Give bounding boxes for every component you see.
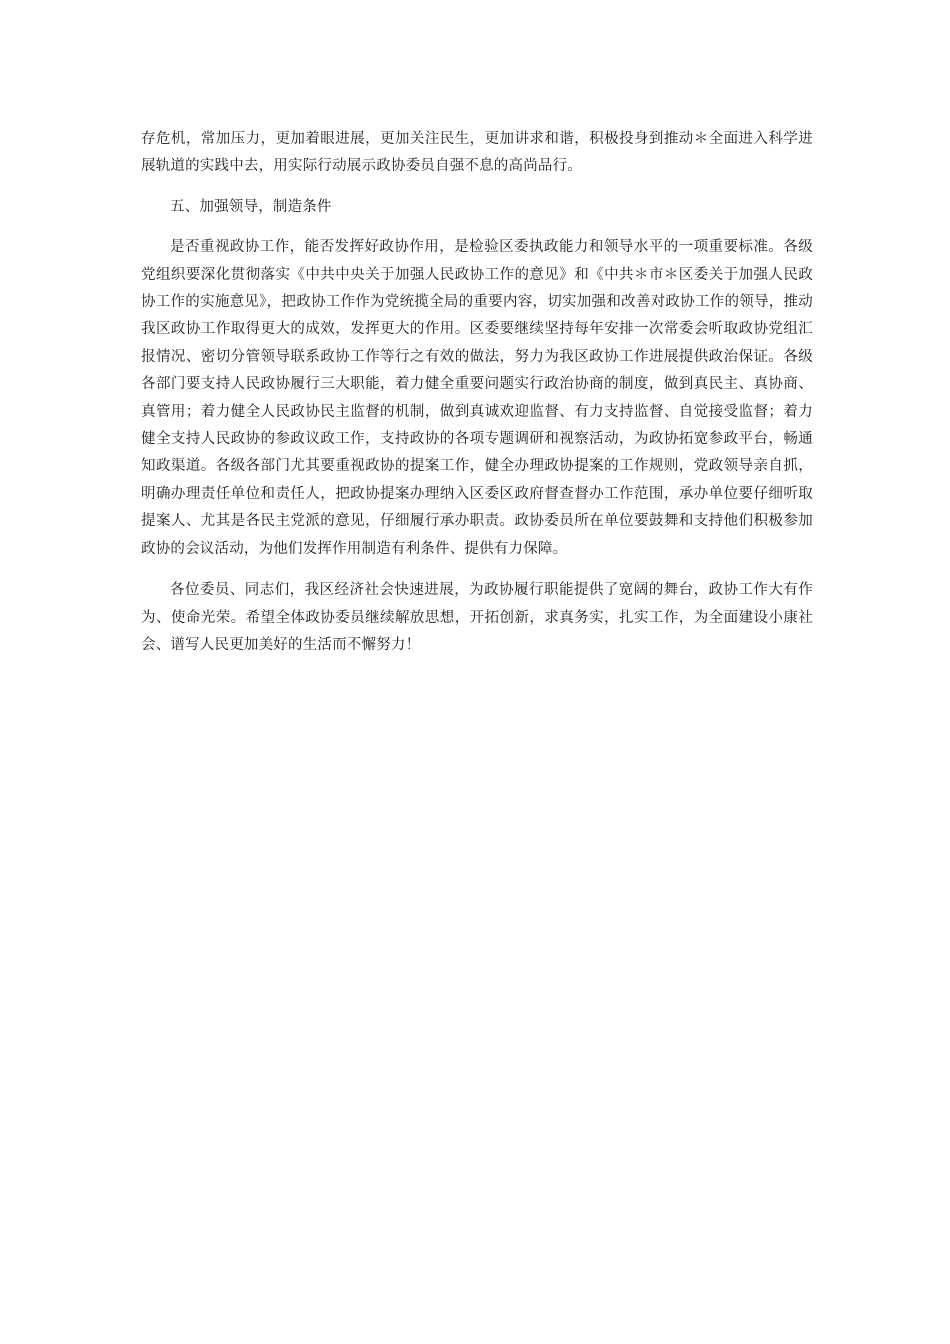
paragraph-closing: 各位委员、同志们，我区经济社会快速进展，为政协履行职能提供了宽阔的舞台，政协工作大有作为、使命光荣。希望全体政协委员继续解放思想，开拓创新，求真务实，扎实工作，为全面建设小康社会、谱写人民更加美好的生活而不懈努力！ [141,582,813,653]
section-heading: 五、加强领导，制造条件 [170,198,332,215]
paragraph-continuation: 存危机，常加压力，更加着眼进展，更加关注民生，更加讲求和谐，积极投身到推动＊全面进入科学进展轨道的实践中去，用实际行动展示政协委员自强不息的高尚品行。 [141,131,813,175]
document-body [141,126,813,659]
paragraph-body: 是否重视政协工作，能否发挥好政协作用，是检验区委执政能力和领导水平的一项重要标准。各级党组织要深化贯彻落实《中共中央关于加强人民政协工作的意见》和《中共＊市＊区委关于加强人民政协工作的实施意见》，把政协工作作为党统揽全局的重要内容，切实加强和改善对政协工作的领导，推动我区政协工作取得更大的成效，发挥更大的作用。区委要继续坚持每年安排一次常委会听取政协党组汇报情况、密切分管领导联系政协工作等行之有效的做法，努力为我区政协工作进展提供政治保证。各级各部门要支持人民政协履行三大职能，着力健全重要问题实行政治协商的制度，做到真民主、真协商、真管用；着力健全人民政协民主监督的机制，做到真诚欢迎监督、有力支持监督、自觉接受监督；着力健全支持人民政协的参政议政工作，支持政协的各项专题调研和视察活动，为政协拓宽参政平台，畅通知政渠道。各级各部门尤其要重视政协的提案工作，健全办理政协提案的工作规则，党政领导亲自抓，明确办理责任单位和责任人，把政协提案办理纳入区委区政府督查督办工作范围，承办单位要仔细听取提案人、尤其是各民主党派的意见，仔细履行承办职责。政协委员所在单位要鼓舞和支持他们积极参加政协的会议活动，为他们发挥作用制造有利条件、提供有力保障。 [141,239,813,557]
